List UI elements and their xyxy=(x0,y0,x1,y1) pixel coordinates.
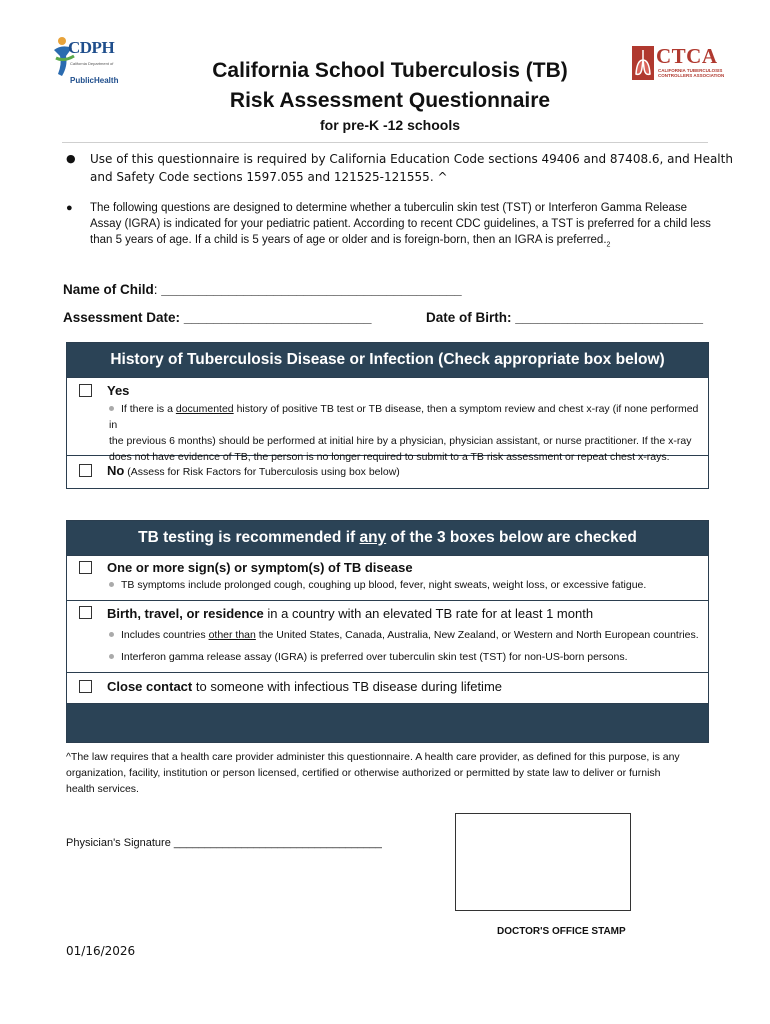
yes-detail-line2: the previous 6 months) should be performed at initial hire by a physician, physician assistant, or nurse practitioner. If the x-ray xyxy=(109,435,692,447)
no-label-group xyxy=(107,463,400,478)
signature-line[interactable]: __________________________________ xyxy=(173,837,382,849)
detail2-text: Interferon gamma release assay (IGRA) is preferred over tuberculin skin test (TST) for non-US-born persons. xyxy=(121,651,628,663)
intro-bullet-2 xyxy=(66,200,716,253)
close-contact-title xyxy=(107,679,502,694)
bullet-icon xyxy=(109,632,114,637)
bullet-icon xyxy=(109,582,114,587)
detail1-underline: other than xyxy=(208,629,256,641)
no-label: No xyxy=(107,463,125,478)
yes-detail-underline: documented xyxy=(175,403,234,415)
form-date: 01/16/2026 xyxy=(66,944,136,958)
bullet-icon xyxy=(109,654,114,659)
testing-heading-underline: any xyxy=(359,529,387,546)
history-box xyxy=(66,342,709,489)
dob-label: Date of Birth: xyxy=(426,310,512,325)
testing-box xyxy=(66,520,709,743)
detail1-post: the United States, Canada, Australia, New Zealand, or Western and North European countries. xyxy=(255,629,699,641)
close-contact-row xyxy=(67,673,708,704)
assessment-date-field[interactable] xyxy=(63,310,372,325)
symptoms-title: One or more sign(s) or symptom(s) of TB disease xyxy=(107,560,413,575)
page-subtitle: for pre-K -12 schools xyxy=(319,117,461,133)
testing-heading-post: of the 3 boxes below are checked xyxy=(386,529,637,546)
close-contact-checkbox[interactable] xyxy=(79,680,92,693)
yes-detail-line3: does not have evidence of TB, the person is no longer required to submit to a TB risk assessment or repeat chest x-rays. xyxy=(109,451,670,463)
yes-checkbox[interactable] xyxy=(79,384,92,397)
office-stamp-label: DOCTOR'S OFFICE STAMP xyxy=(497,926,626,937)
history-no-row xyxy=(67,456,708,488)
detail1-pre: Includes countries xyxy=(121,629,209,641)
ctca-subtext: CALIFORNIA TUBERCULOSIS CONTROLLERS ASSOCIATION xyxy=(658,68,725,78)
child-name-label: Name of Child xyxy=(63,282,154,297)
bullet-icon: ● xyxy=(66,202,73,214)
ctca-wordmark: CTCA xyxy=(656,44,718,68)
symptoms-checkbox[interactable] xyxy=(79,561,92,574)
bullet-icon: ● xyxy=(66,152,76,165)
child-name-field[interactable]: Name of Child: ________________________________________ xyxy=(63,282,462,297)
intro-bullet-2-body: The following questions are designed to determine whether a tuberculin skin test (TST) or Interferon Gamma Release Assay (IGRA) is indicated for your pediatric patient. According to recent CDC guidelines, a TST is preferred for a child less than 5 years of age. If a child is 5 years of age or older and is foreign-born, then an IGRA is preferred. xyxy=(90,202,711,246)
cdph-wordmark: CDPH xyxy=(68,38,115,57)
no-checkbox[interactable] xyxy=(79,464,92,477)
testing-heading-pre: TB testing is recommended if xyxy=(138,529,360,546)
birth-travel-title-bold: Birth, travel, or residence xyxy=(107,606,264,621)
history-box-heading: History of Tuberculosis Disease or Infection (Check appropriate box below) xyxy=(67,343,708,378)
symptoms-row xyxy=(67,556,708,601)
yes-detail-line1: history of positive TB test or TB disease, then a symptom review and chest x-ray (if none performed in xyxy=(109,403,699,431)
cdph-public-health: PublicHealth xyxy=(70,76,119,85)
birth-travel-title xyxy=(107,606,593,621)
symptoms-detail xyxy=(109,577,709,593)
close-contact-title-rest: to someone with infectious TB disease during lifetime xyxy=(192,679,503,694)
page-title-line1: California School Tuberculosis (TB) xyxy=(212,59,568,82)
birth-travel-checkbox[interactable] xyxy=(79,606,92,619)
no-detail: (Assess for Risk Factors for Tuberculosis using box below) xyxy=(124,466,400,478)
page-title-line2: Risk Assessment Questionnaire xyxy=(229,89,551,112)
history-yes-row xyxy=(67,378,708,463)
signature-label: Physician's Signature xyxy=(66,837,174,849)
yes-label: Yes xyxy=(107,383,130,398)
intro-bullet-1 xyxy=(66,150,746,186)
header-divider xyxy=(62,142,708,143)
assessment-date-label: Assessment Date: xyxy=(63,310,181,325)
child-name-line[interactable]: ________________________________________ xyxy=(161,282,462,297)
birth-travel-detail-1 xyxy=(109,627,709,643)
law-note: ^The law requires that a health care provider administer this questionnaire. A health care provider, as defined for this purpose, is any organization, facility, institution or person licensed, certified or otherwise authorized or permitted by state law to deliver or furnish health services. xyxy=(66,751,680,795)
cdph-subtext: California Department of xyxy=(70,61,114,66)
birth-travel-title-rest: in a country with an elevated TB rate for at least 1 month xyxy=(263,606,594,621)
office-stamp-box xyxy=(455,813,631,911)
intro-bullet-2-text xyxy=(90,200,716,253)
symptoms-detail-text: TB symptoms include prolonged cough, coughing up blood, fever, night sweats, weight loss, or excessive fatigue. xyxy=(121,579,647,591)
testing-box-heading xyxy=(67,521,708,556)
intro-bullet-1-text: Use of this questionnaire is required by California Education Code sections 49406 and 87408.6, and Health and Safety Code sections 1597.055 and 121525-121555. ^ xyxy=(90,152,733,184)
signature-field[interactable] xyxy=(66,837,382,849)
assessment-date-line[interactable]: _________________________ xyxy=(183,310,372,325)
yes-detail-pre: If there is a xyxy=(121,403,176,415)
birth-travel-row xyxy=(67,601,708,673)
birth-travel-detail-2 xyxy=(109,649,709,665)
testing-box-footer xyxy=(67,704,708,742)
ctca-lungs-icon xyxy=(632,46,654,80)
close-contact-title-bold: Close contact xyxy=(107,679,193,694)
dob-field[interactable] xyxy=(426,310,703,325)
ctca-logo xyxy=(632,44,738,86)
dob-line[interactable]: _________________________ xyxy=(515,310,703,325)
footnote-ref: 2 xyxy=(606,241,611,249)
cdph-logo xyxy=(52,28,120,90)
bullet-icon xyxy=(109,406,114,411)
